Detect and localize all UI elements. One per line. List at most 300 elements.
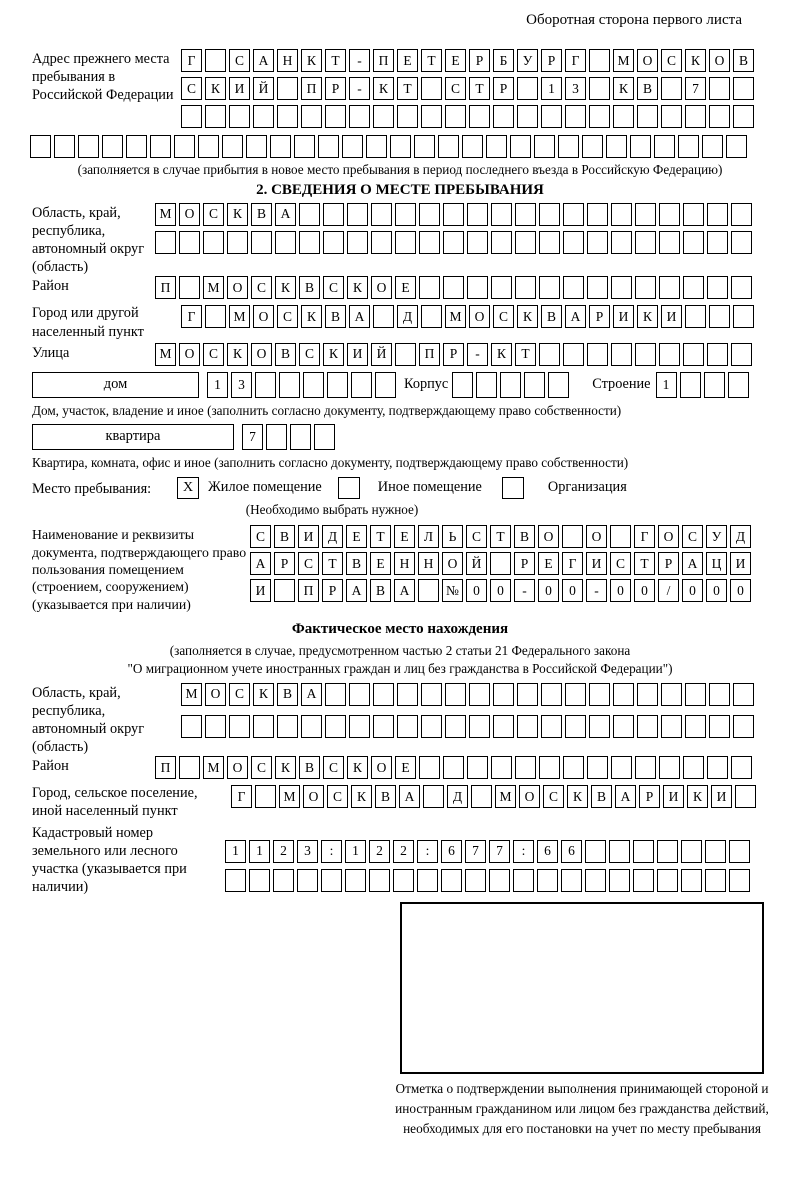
char-box[interactable] [729,840,750,863]
char-box[interactable]: Й [371,343,392,366]
char-box[interactable]: И [298,525,319,548]
char-box[interactable] [229,105,250,128]
char-box[interactable]: Г [181,305,202,328]
char-box[interactable]: Р [443,343,464,366]
char-box[interactable]: : [513,840,534,863]
char-box[interactable] [609,840,630,863]
char-box[interactable] [414,135,435,158]
char-box[interactable]: - [349,77,370,100]
stay-type-residential-checkbox[interactable]: X [177,477,199,499]
char-box[interactable]: В [733,49,754,72]
char-box[interactable] [659,203,680,226]
char-box[interactable] [657,869,678,892]
char-box[interactable]: К [347,756,368,779]
char-box[interactable] [323,203,344,226]
char-box[interactable] [155,231,176,254]
char-box[interactable]: 0 [538,579,559,602]
char-box[interactable]: Н [418,552,439,575]
char-box[interactable] [515,276,536,299]
char-box[interactable]: В [325,305,346,328]
char-box[interactable] [323,231,344,254]
char-box[interactable] [418,579,439,602]
char-box[interactable]: Т [397,77,418,100]
char-box[interactable] [443,231,464,254]
char-box[interactable]: А [565,305,586,328]
char-box[interactable] [681,840,702,863]
char-box[interactable] [610,525,631,548]
char-box[interactable] [397,105,418,128]
char-box[interactable]: К [351,785,372,808]
char-box[interactable] [375,372,396,398]
char-box[interactable]: О [253,305,274,328]
char-box[interactable]: А [275,203,296,226]
char-box[interactable] [707,756,728,779]
char-box[interactable] [251,231,272,254]
char-box[interactable] [685,105,706,128]
char-box[interactable] [613,683,634,706]
char-box[interactable]: К [613,77,634,100]
char-box[interactable] [565,105,586,128]
char-box[interactable] [227,231,248,254]
char-box[interactable] [421,683,442,706]
char-box[interactable]: 1 [656,372,677,398]
char-box[interactable] [659,231,680,254]
char-box[interactable] [515,756,536,779]
char-box[interactable]: / [658,579,679,602]
char-box[interactable] [558,135,579,158]
char-box[interactable] [471,785,492,808]
char-box[interactable]: С [682,525,703,548]
char-box[interactable]: В [299,756,320,779]
char-box[interactable] [419,756,440,779]
char-box[interactable] [246,135,267,158]
char-box[interactable] [585,869,606,892]
char-box[interactable]: И [250,579,271,602]
char-box[interactable] [303,372,324,398]
char-box[interactable]: В [375,785,396,808]
char-box[interactable]: В [251,203,272,226]
char-box[interactable]: - [349,49,370,72]
char-box[interactable]: А [346,579,367,602]
char-box[interactable]: О [586,525,607,548]
char-box[interactable] [373,305,394,328]
char-box[interactable]: А [301,683,322,706]
char-box[interactable]: К [227,343,248,366]
char-box[interactable] [445,715,466,738]
char-box[interactable] [490,552,511,575]
char-box[interactable] [630,135,651,158]
char-box[interactable] [225,869,246,892]
char-box[interactable] [515,203,536,226]
char-box[interactable]: Р [493,77,514,100]
char-box[interactable] [729,869,750,892]
char-box[interactable]: Ь [442,525,463,548]
char-box[interactable] [587,756,608,779]
char-box[interactable] [443,276,464,299]
char-box[interactable] [709,715,730,738]
char-box[interactable] [524,372,545,398]
char-box[interactable] [683,756,704,779]
char-box[interactable] [539,343,560,366]
char-box[interactable]: Г [231,785,252,808]
char-box[interactable]: 0 [706,579,727,602]
char-box[interactable]: 2 [393,840,414,863]
char-box[interactable] [637,105,658,128]
char-box[interactable] [635,756,656,779]
char-box[interactable] [659,276,680,299]
char-box[interactable]: К [687,785,708,808]
char-box[interactable]: Р [469,49,490,72]
char-box[interactable] [277,77,298,100]
char-box[interactable]: С [610,552,631,575]
char-box[interactable]: 0 [490,579,511,602]
char-box[interactable] [515,231,536,254]
char-box[interactable]: С [251,276,272,299]
char-box[interactable]: Т [325,49,346,72]
char-box[interactable]: Й [466,552,487,575]
char-box[interactable] [565,715,586,738]
char-box[interactable]: П [419,343,440,366]
char-box[interactable]: К [347,276,368,299]
char-box[interactable]: С [298,552,319,575]
char-box[interactable] [678,135,699,158]
char-box[interactable]: 3 [297,840,318,863]
char-box[interactable] [589,77,610,100]
char-box[interactable]: И [347,343,368,366]
char-box[interactable]: У [706,525,727,548]
char-box[interactable] [657,840,678,863]
char-box[interactable]: 3 [231,372,252,398]
char-box[interactable]: И [661,305,682,328]
char-box[interactable] [351,372,372,398]
char-box[interactable]: М [495,785,516,808]
char-box[interactable]: Г [562,552,583,575]
char-box[interactable] [486,135,507,158]
char-box[interactable] [345,869,366,892]
char-box[interactable]: С [277,305,298,328]
char-box[interactable]: Д [730,525,751,548]
char-box[interactable]: В [274,525,295,548]
char-box[interactable]: О [538,525,559,548]
char-box[interactable]: М [613,49,634,72]
char-box[interactable] [589,715,610,738]
char-box[interactable]: М [279,785,300,808]
char-box[interactable]: Ц [706,552,727,575]
char-box[interactable]: Е [445,49,466,72]
char-box[interactable]: 1 [207,372,228,398]
char-box[interactable]: В [541,305,562,328]
char-box[interactable] [707,231,728,254]
char-box[interactable] [205,305,226,328]
char-box[interactable] [659,756,680,779]
char-box[interactable]: С [251,756,272,779]
char-box[interactable]: Г [634,525,655,548]
char-box[interactable] [562,525,583,548]
char-box[interactable]: Е [370,552,391,575]
char-box[interactable]: Е [395,276,416,299]
char-box[interactable]: К [275,756,296,779]
char-box[interactable] [563,276,584,299]
char-box[interactable]: 6 [441,840,462,863]
char-box[interactable] [390,135,411,158]
char-box[interactable] [469,683,490,706]
char-box[interactable] [587,276,608,299]
char-box[interactable]: 7 [465,840,486,863]
char-box[interactable] [371,231,392,254]
char-box[interactable]: П [155,756,176,779]
char-box[interactable] [275,231,296,254]
char-box[interactable] [445,105,466,128]
char-box[interactable] [541,105,562,128]
char-box[interactable]: 2 [273,840,294,863]
char-box[interactable] [587,203,608,226]
char-box[interactable] [517,77,538,100]
char-box[interactable] [705,840,726,863]
char-box[interactable]: Е [397,49,418,72]
char-box[interactable] [661,683,682,706]
char-box[interactable] [491,231,512,254]
char-box[interactable]: А [399,785,420,808]
char-box[interactable] [565,683,586,706]
char-box[interactable]: А [250,552,271,575]
char-box[interactable] [661,105,682,128]
char-box[interactable] [548,372,569,398]
char-box[interactable] [462,135,483,158]
char-box[interactable] [299,203,320,226]
char-box[interactable]: В [275,343,296,366]
char-box[interactable]: Н [394,552,415,575]
char-box[interactable]: О [205,683,226,706]
char-box[interactable] [373,105,394,128]
char-box[interactable] [222,135,243,158]
char-box[interactable] [680,372,701,398]
char-box[interactable] [349,105,370,128]
char-box[interactable] [395,343,416,366]
char-box[interactable]: Т [322,552,343,575]
char-box[interactable] [563,231,584,254]
char-box[interactable] [30,135,51,158]
char-box[interactable]: О [179,203,200,226]
char-box[interactable] [731,203,752,226]
char-box[interactable] [174,135,195,158]
char-box[interactable] [395,231,416,254]
char-box[interactable]: А [615,785,636,808]
char-box[interactable] [582,135,603,158]
char-box[interactable] [469,715,490,738]
char-box[interactable] [611,343,632,366]
char-box[interactable]: С [445,77,466,100]
char-box[interactable] [421,305,442,328]
char-box[interactable]: Е [395,756,416,779]
char-box[interactable]: 6 [561,840,582,863]
char-box[interactable]: В [637,77,658,100]
char-box[interactable] [733,305,754,328]
char-box[interactable] [266,424,287,450]
char-box[interactable]: С [466,525,487,548]
char-box[interactable] [467,756,488,779]
char-box[interactable] [563,756,584,779]
char-box[interactable] [500,372,521,398]
char-box[interactable] [728,372,749,398]
char-box[interactable]: : [417,840,438,863]
char-box[interactable] [709,683,730,706]
char-box[interactable] [369,869,390,892]
char-box[interactable]: 0 [562,579,583,602]
char-box[interactable]: Р [658,552,679,575]
char-box[interactable] [491,203,512,226]
char-box[interactable] [637,683,658,706]
char-box[interactable] [150,135,171,158]
char-box[interactable]: В [277,683,298,706]
char-box[interactable] [563,343,584,366]
char-box[interactable] [733,105,754,128]
char-box[interactable]: П [373,49,394,72]
char-box[interactable]: 1 [225,840,246,863]
char-box[interactable] [589,683,610,706]
char-box[interactable]: О [371,756,392,779]
char-box[interactable]: С [323,276,344,299]
char-box[interactable]: 7 [489,840,510,863]
char-box[interactable] [685,305,706,328]
char-box[interactable] [421,77,442,100]
char-box[interactable] [635,203,656,226]
char-box[interactable]: К [301,305,322,328]
char-box[interactable] [709,77,730,100]
char-box[interactable]: Д [447,785,468,808]
char-box[interactable] [733,683,754,706]
char-box[interactable]: О [637,49,658,72]
char-box[interactable]: - [514,579,535,602]
char-box[interactable]: А [349,305,370,328]
char-box[interactable]: С [203,343,224,366]
char-box[interactable]: Р [541,49,562,72]
char-box[interactable]: В [514,525,535,548]
char-box[interactable]: Р [589,305,610,328]
char-box[interactable] [606,135,627,158]
char-box[interactable]: К [373,77,394,100]
char-box[interactable] [419,203,440,226]
stay-type-organization-checkbox[interactable] [502,477,524,499]
char-box[interactable] [290,424,311,450]
char-box[interactable]: А [253,49,274,72]
char-box[interactable] [541,683,562,706]
char-box[interactable] [491,756,512,779]
char-box[interactable] [587,343,608,366]
char-box[interactable]: 0 [730,579,751,602]
char-box[interactable] [589,49,610,72]
char-box[interactable]: Е [394,525,415,548]
char-box[interactable] [541,715,562,738]
char-box[interactable] [661,715,682,738]
char-box[interactable]: П [298,579,319,602]
char-box[interactable]: : [321,840,342,863]
char-box[interactable] [270,135,291,158]
char-box[interactable]: К [275,276,296,299]
char-box[interactable] [633,840,654,863]
char-box[interactable] [513,869,534,892]
char-box[interactable] [611,203,632,226]
char-box[interactable] [681,869,702,892]
char-box[interactable] [397,715,418,738]
char-box[interactable]: М [181,683,202,706]
char-box[interactable]: Р [639,785,660,808]
char-box[interactable]: О [519,785,540,808]
char-box[interactable]: С [229,683,250,706]
char-box[interactable] [342,135,363,158]
char-box[interactable] [635,231,656,254]
char-box[interactable] [325,715,346,738]
char-box[interactable] [253,715,274,738]
char-box[interactable] [299,231,320,254]
char-box[interactable]: К [637,305,658,328]
char-box[interactable]: И [663,785,684,808]
char-box[interactable]: О [658,525,679,548]
char-box[interactable]: 7 [242,424,263,450]
char-box[interactable] [493,105,514,128]
char-box[interactable]: - [586,579,607,602]
char-box[interactable]: 2 [369,840,390,863]
char-box[interactable] [78,135,99,158]
char-box[interactable]: У [517,49,538,72]
char-box[interactable] [731,756,752,779]
char-box[interactable]: О [251,343,272,366]
char-box[interactable] [704,372,725,398]
char-box[interactable] [274,579,295,602]
char-box[interactable] [537,869,558,892]
char-box[interactable]: Л [418,525,439,548]
char-box[interactable]: Р [274,552,295,575]
char-box[interactable] [489,869,510,892]
char-box[interactable] [198,135,219,158]
char-box[interactable] [421,105,442,128]
char-box[interactable]: В [370,579,391,602]
char-box[interactable] [371,203,392,226]
char-box[interactable]: О [227,276,248,299]
char-box[interactable]: 6 [537,840,558,863]
char-box[interactable]: К [253,683,274,706]
char-box[interactable] [539,756,560,779]
char-box[interactable] [273,869,294,892]
char-box[interactable] [733,715,754,738]
char-box[interactable]: Т [421,49,442,72]
char-box[interactable]: Г [181,49,202,72]
char-box[interactable]: М [203,756,224,779]
char-box[interactable]: - [467,343,488,366]
char-box[interactable] [467,276,488,299]
char-box[interactable]: О [469,305,490,328]
char-box[interactable] [659,343,680,366]
char-box[interactable] [705,869,726,892]
char-box[interactable]: О [179,343,200,366]
char-box[interactable]: И [730,552,751,575]
char-box[interactable]: О [227,756,248,779]
char-box[interactable] [277,715,298,738]
char-box[interactable] [277,105,298,128]
char-box[interactable]: Т [469,77,490,100]
char-box[interactable] [661,77,682,100]
char-box[interactable] [585,840,606,863]
char-box[interactable] [493,715,514,738]
char-box[interactable]: Б [493,49,514,72]
char-box[interactable] [707,203,728,226]
char-box[interactable]: О [709,49,730,72]
char-box[interactable]: С [493,305,514,328]
char-box[interactable]: Е [346,525,367,548]
char-box[interactable] [279,372,300,398]
char-box[interactable] [395,203,416,226]
char-box[interactable]: № [442,579,463,602]
char-box[interactable]: 0 [466,579,487,602]
